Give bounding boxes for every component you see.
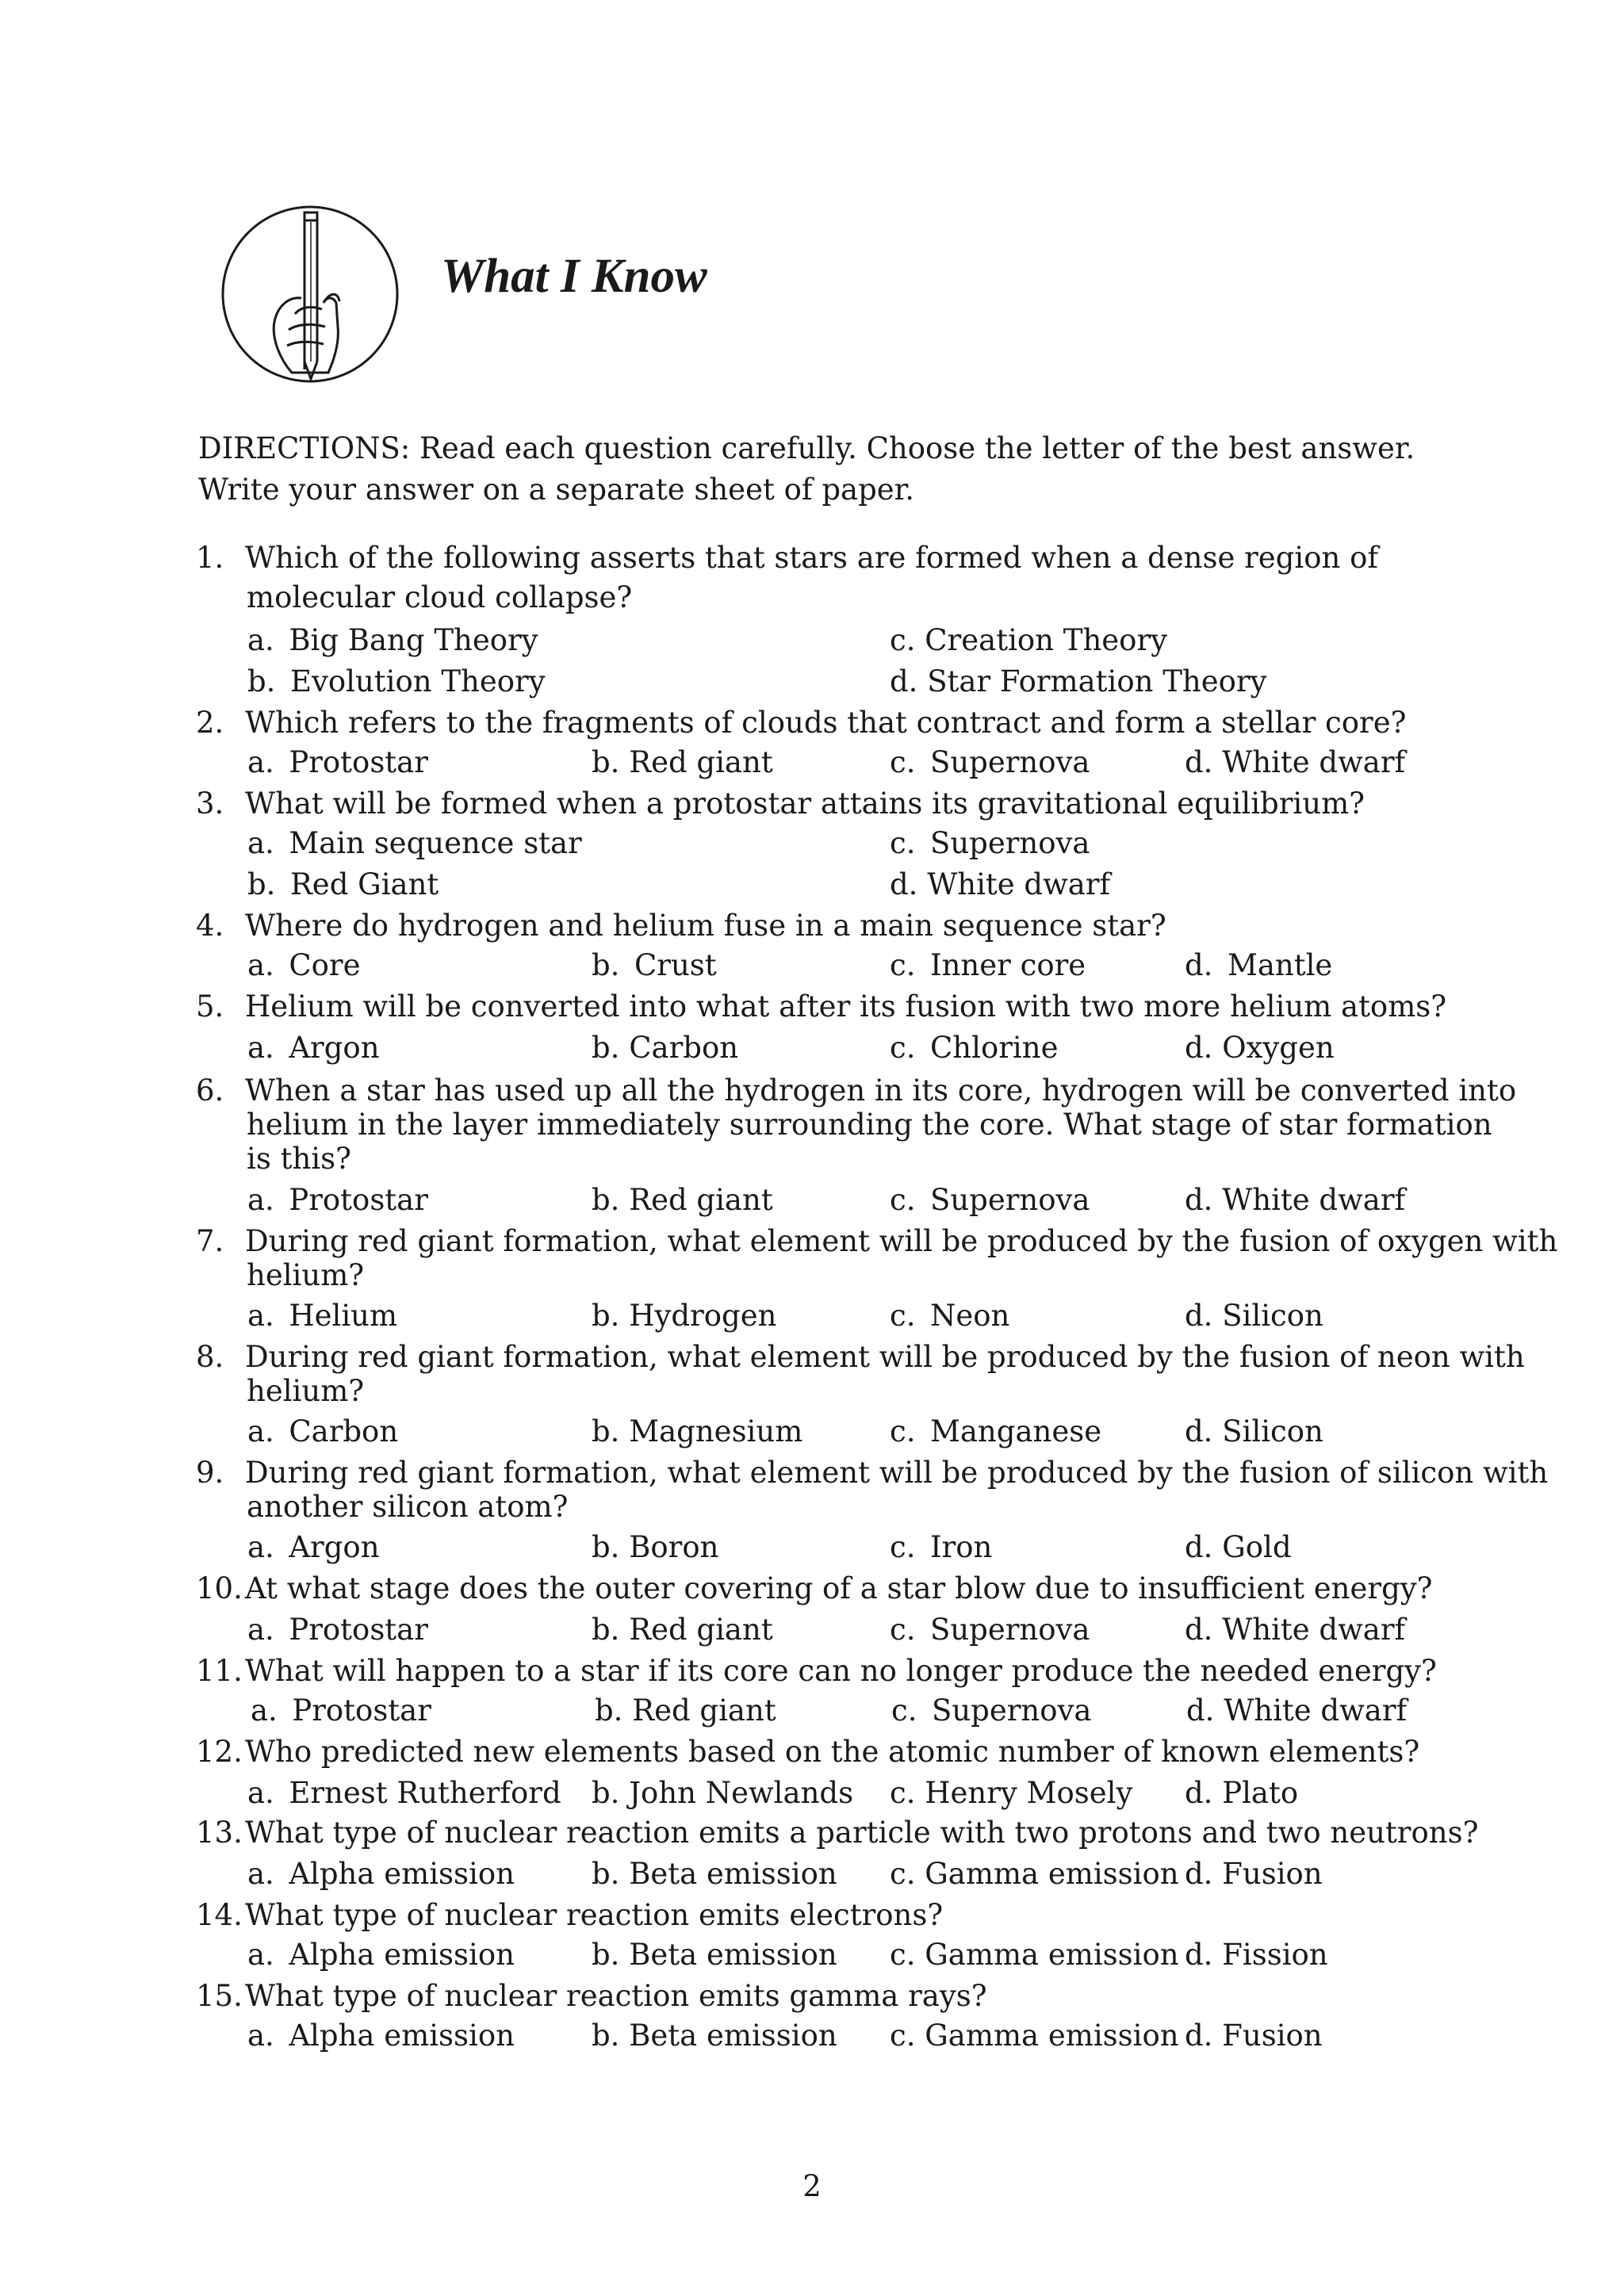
option-c: c. Supernova [890,1613,1090,1647]
option-d: d. White dwarf [1186,1693,1408,1728]
option-a: a. Main sequence star [247,826,582,860]
question-text: Who predicted new elements based on the atomic number of known elements? [245,1735,1420,1769]
question-2 [196,706,1568,740]
option-c: c. Supernova [891,1693,1092,1728]
option-b: b. Boron [592,1530,719,1564]
option-d: d. Mantle [1185,948,1333,982]
question-text: Which refers to the fragments of clouds that contract and form a stellar core? [245,706,1407,740]
option-d: d. Plato [1185,1776,1299,1810]
option-c: c. Gamma emission [890,2019,1179,2053]
question-text: Where do hydrogen and helium fuse in a main sequence star? [245,909,1166,943]
question-14 [196,1898,1568,1933]
option-b: b. Beta emission [592,1938,837,1972]
option-b: b. John Newlands [592,1776,854,1810]
option-a: a. Protostar [247,745,428,779]
hand-holding-pencil-icon [219,203,401,385]
option-d: d. Fission [1185,1938,1328,1972]
page-number: 2 [802,2169,822,2203]
option-d: d. Fusion [1185,1857,1323,1891]
option-b: b. Evolution Theory [247,664,546,698]
question-4 [196,909,1568,943]
option-a: a. Carbon [247,1414,399,1448]
question-number: 7. [196,1224,224,1258]
question-3 [196,786,1568,821]
question-text: What type of nuclear reaction emits a particle with two protons and two neutrons? [245,1816,1479,1850]
question-number: 12. [196,1735,243,1769]
option-a: a. Argon [247,1530,380,1564]
option-a: a. Helium [247,1299,398,1333]
question-text: At what stage does the outer covering of a star blow due to insufficient energy? [245,1571,1433,1605]
option-a: a. Protostar [247,1183,428,1217]
question-12 [196,1735,1568,1770]
question-1 [196,541,1568,615]
option-d: d. Silicon [1185,1299,1323,1333]
question-9 [196,1456,1568,1524]
question-6 [196,1073,1568,1176]
option-a: a. Argon [247,1031,380,1065]
question-text: another silicon atom? [247,1490,569,1524]
option-b: b. Beta emission [592,2019,837,2053]
question-8 [196,1340,1568,1408]
question-text: What type of nuclear reaction emits electrons? [245,1898,944,1932]
question-number: 6. [196,1073,224,1108]
option-b: b. Red giant [592,745,773,779]
question-number: 8. [196,1340,224,1374]
option-c: c. Manganese [890,1414,1102,1448]
option-a: a. Core [247,948,361,982]
question-number: 15. [196,1979,243,2013]
option-a: a. Alpha emission [247,2019,515,2053]
question-number: 5. [196,989,224,1024]
question-text: When a star has used up all the hydrogen in its core, hydrogen will be converted into [245,1073,1517,1108]
option-b: b. Red Giant [247,867,439,901]
question-7 [196,1224,1568,1292]
option-d: d. White dwarf [1185,745,1406,779]
question-number: 14. [196,1898,243,1932]
option-a: a. Protostar [251,1693,431,1728]
option-a: a. Ernest Rutherford [247,1776,561,1810]
question-text: Helium will be converted into what after its fusion with two more helium atoms? [245,989,1447,1024]
option-c: c. Gamma emission [890,1857,1179,1891]
directions-line: Write your answer on a separate sheet of paper. [198,473,915,507]
option-a: a. Alpha emission [247,1857,515,1891]
question-text: is this? [247,1142,351,1176]
option-b: b. Red giant [592,1613,773,1647]
question-number: 1. [196,541,224,575]
option-c: c. Supernova [890,1183,1090,1217]
option-c: c. Gamma emission [890,1938,1179,1972]
question-text: During red giant formation, what element will be produced by the fusion of silicon with [245,1456,1549,1490]
option-a: a. Big Bang Theory [247,623,538,657]
option-b: b. Crust [592,948,717,982]
question-text: During red giant formation, what element will be produced by the fusion of oxygen with [245,1224,1558,1258]
option-b: b. Beta emission [592,1857,837,1891]
question-text: What type of nuclear reaction emits gamma rays? [245,1979,987,2013]
question-number: 3. [196,786,224,821]
option-c: c. Neon [890,1299,1010,1333]
option-d: d. White dwarf [1185,1613,1406,1647]
option-d: d. White dwarf [890,867,1111,901]
option-c: c. Iron [890,1530,993,1564]
question-text: molecular cloud collapse? [247,580,633,614]
section-title: What I Know [441,250,707,303]
option-c: c. Inner core [890,948,1086,982]
question-15 [196,1979,1568,2014]
option-a: a. Alpha emission [247,1938,515,1972]
question-text: helium? [247,1258,365,1292]
option-d: d. Gold [1185,1530,1292,1564]
option-b: b. Red giant [592,1183,773,1217]
option-b: b. Magnesium [592,1414,803,1448]
question-10 [196,1571,1568,1606]
question-13 [196,1816,1568,1850]
question-text: What will happen to a star if its core can no longer produce the needed energy? [245,1654,1437,1688]
option-c: c. Supernova [890,826,1090,860]
option-c: c. Creation Theory [890,623,1168,657]
option-d: d. White dwarf [1185,1183,1406,1217]
option-b: b. Red giant [595,1693,776,1728]
option-d: d. Fusion [1185,2019,1323,2053]
option-d: d. Silicon [1185,1414,1323,1448]
question-number: 13. [196,1816,243,1850]
question-text: helium in the layer immediately surrounding the core. What stage of star formation [247,1108,1492,1142]
question-number: 9. [196,1456,224,1490]
question-text: Which of the following asserts that stars are formed when a dense region of [245,541,1379,575]
option-d: d. Star Formation Theory [890,664,1267,698]
option-a: a. Protostar [247,1613,428,1647]
question-11 [196,1654,1568,1689]
question-number: 2. [196,706,224,740]
option-b: b. Hydrogen [592,1299,777,1333]
option-c: c. Chlorine [890,1031,1059,1065]
question-text: helium? [247,1374,365,1408]
directions-line: DIRECTIONS: Read each question carefully. Choose the letter of the best answer. [198,431,1415,465]
question-number: 11. [196,1654,243,1688]
question-text: What will be formed when a protostar attains its gravitational equilibrium? [245,786,1365,821]
question-number: 10. [196,1571,243,1605]
question-text: During red giant formation, what element will be produced by the fusion of neon with [245,1340,1525,1374]
directions [198,428,1546,511]
option-b: b. Carbon [592,1031,739,1065]
option-d: d. Oxygen [1185,1031,1335,1065]
question-number: 4. [196,909,224,943]
option-c: c. Henry Mosely [890,1776,1133,1810]
option-c: c. Supernova [890,745,1090,779]
question-5 [196,989,1568,1024]
